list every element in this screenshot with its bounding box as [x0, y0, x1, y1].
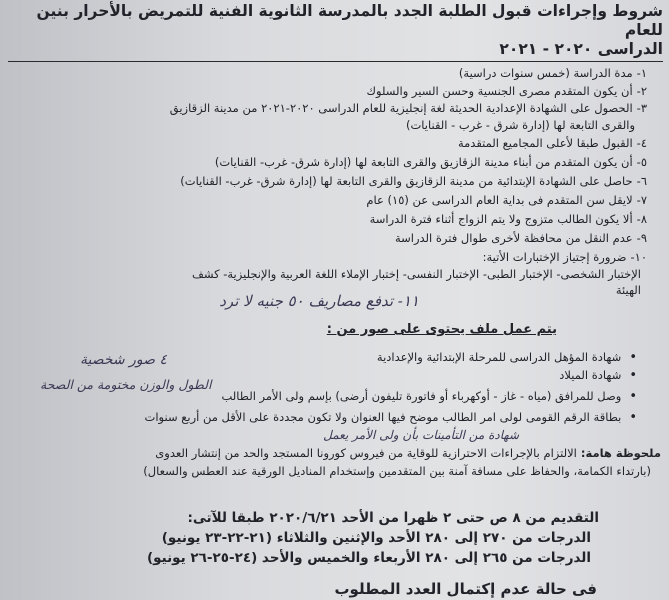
important-note [155, 446, 661, 460]
condition-item: ١٠-ضرورة إجتياز الإختبارات الأتية: [482, 250, 647, 264]
condition-item: ٨-ألا يكون الطالب متزوج ولا يتم الزواج أثناء فترة الدراسة [369, 212, 647, 226]
condition-item: ٤-القبول طبقا لأعلى المجاميع المتقدمة [457, 136, 647, 150]
document-title [8, 2, 663, 62]
condition-item: ٥-أن يكون المتقدم من أبناء مدينة الزقازيق والقرى التابعة لها (إدارة شرق- غرب- القنايات) [214, 155, 647, 169]
document-list-item: • وصل للمرافق (مياه - غاز - أوكهرباء أو فاتورة تليفون أرضى) بإسم ولى الأمر الطالب [221, 389, 637, 404]
apply-date-line: التقديم من ٨ ص حتى ٢ ظهرا من الأحد ٢٠٢٠/٦/٢١ طبقا للآتى: [187, 510, 599, 526]
title-line-1: شروط وإجراءات قبول الطلبة الجدد بالمدرسة الثانوية الفنية للتمريض بالأحرار بنين للعام [36, 2, 663, 39]
condition-item: ٦-حاصل على الشهادة الإبتدائية من مدينة الزقازيق والقرى التابعة لها (إدارة شرق- غرب- القنايات) [180, 174, 647, 188]
handwritten-note: الطول والوزن مختومة من الصحة [40, 377, 212, 392]
note-text: الالتزام بالإجراءات الاحترازية للوقاية من فيروس كورونا المستجد والحد من إنتشار العدوى [155, 446, 577, 460]
document-list-item: • بطاقة الرقم القومى لولى امر الطالب موضح فيها العنوان ولا تكون مجددة على الأقل من أربع سنوات [145, 410, 637, 425]
tests-line: الإختبار الشخصى- الإختبار الطبى- الإختبار النفسى- إختبار الإملاء اللغة العربية والإنجليزية- كشف [191, 267, 641, 281]
score-range-line: الدرجات من ٢٦٥ إلى ٢٨٠ الأربعاء والخميس والأحد (٢٤-٢٥-٢٦ يونيو) [146, 550, 591, 566]
condition-item: ١-مدة الدراسة (خمس سنوات دراسية) [458, 66, 647, 80]
document-list-item: • شهادة المؤهل الدراسى للمرحلة الإبتدائية والإعدادية [377, 350, 637, 365]
handwritten-note: ٤ صور شخصية [80, 352, 167, 368]
condition-item: والقرى التابعة لها (إدارة شرق - غرب - القنايات) [405, 118, 635, 132]
title-line-2: الدراسى ٢٠٢٠ - ٢٠٢١ [499, 40, 663, 58]
note-text-2: (بارتداء الكمامة، والحفاظ على مسافة آمنة بين المتقدمين وإستخدام المناديل الورقية عند العطس والسعال) [143, 464, 651, 478]
note-label: ملحوظة هامة: [580, 446, 661, 460]
condition-item: ٧-لايقل سن المتقدم فى بداية العام الدراسى عن (١٥) عام [366, 193, 647, 207]
condition-item: ٢-أن يكون المتقدم مصرى الجنسية وحسن السير والسلوك [366, 84, 647, 98]
tests-line-2: الهيئة [615, 283, 641, 297]
handwritten-note: شهادة من التأمينات بأن ولى الأمر يعمل [323, 428, 519, 442]
documents-heading: يتم عمل ملف يحتوى على صور من : [326, 322, 557, 337]
score-range-line: الدرجات من ٢٧٠ إلى ٢٨٠ الأحد والإثنين والثلاثاء (٢١-٢٢-٢٣ يونيو) [161, 530, 591, 546]
condition-footer-line: فى حالة عدم إكتمال العدد المطلوب [334, 580, 597, 598]
condition-item: ٩-عدم النقل من محافظة لأخرى طوال فترة الدراسة [394, 231, 647, 245]
handwritten-fee: ١١- تدفع مصاريف ٥٠ جنيه لا ترد [219, 292, 419, 310]
condition-item: ٣-الحصول على الشهادة الإعدادية الحديثة لغة إنجليزية للعام الدراسى ٢٠٢٠-٢٠٢١ من مدينة الزقازيق [169, 101, 647, 115]
document-list-item: • شهادة الميلاد [559, 368, 637, 383]
